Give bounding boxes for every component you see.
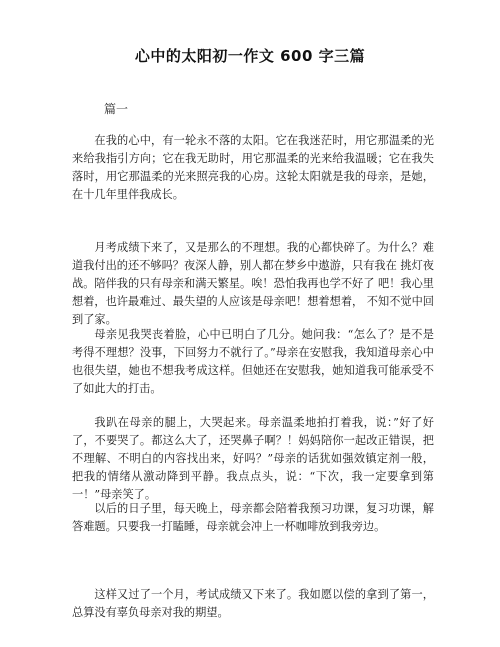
paragraph-1: 在我的心中，有一轮永不落的太阳。它在我迷茫时，用它那温柔的光来给我指引方向；它在我无助时，用它那温柔的光来给我温暖；它在我失落时，用它那温柔的光来照亮我的心房。这轮太阳就是我的母亲，是她，在十几年里伴我成长。 bbox=[72, 134, 434, 201]
paragraph-2: 月考成绩下来了，又是那么的不理想。我的心都快碎了。为什么？难道我付出的还不够吗？夜深人静，别人都在梦乡中遨游，只有我在 挑灯夜战。陪伴我的只有母亲和满天繁星。唉！恐怕我再也学不好了 吧！我心里想着，也许最难过、最失望的人应该是母亲吧！想着想着， 不知不觉中回到了家。 bbox=[72, 241, 434, 326]
section-label: 篇一 bbox=[104, 102, 129, 116]
document-title: 心中的太阳初一作文 600 字三篇 bbox=[134, 47, 366, 65]
paragraph-5: 以后的日子里，每天晚上，母亲都会陪着我预习功课，复习功课，解答难题。只要我一打瞌睡，母亲就会冲上一杯咖啡放到我旁边。 bbox=[72, 502, 434, 533]
paragraph-6: 这样又过了一个月，考试成绩又下来了。我如愿以偿的拿到了第一，总算没有辜负母亲对我的期望。 bbox=[72, 588, 434, 619]
paragraph-3: 母亲见我哭丧着脸，心中已明白了几分。她问我：“怎么了？是不是考得不理想？没事，下回努力不就行了。”母亲在安慰我，我知道母亲心中也很失望，她也不想我考成这样。但她还在安慰我，她知道我可能承受不了如此大的打击。 bbox=[72, 328, 434, 395]
paragraph-4: 我趴在母亲的腿上，大哭起来。母亲温柔地拍打着我，说：”好了好了，不要哭了。都这么大了，还哭鼻子啊？！妈妈陪你一起改正错误，把不理解、不明白的内容找出来，好吗？”母亲的话犹如强效镇定剂一般，把我的情绪从激动降到平静。我点点头，说：“下次，我一定要拿到第一！”母亲笑了。 bbox=[72, 416, 434, 501]
